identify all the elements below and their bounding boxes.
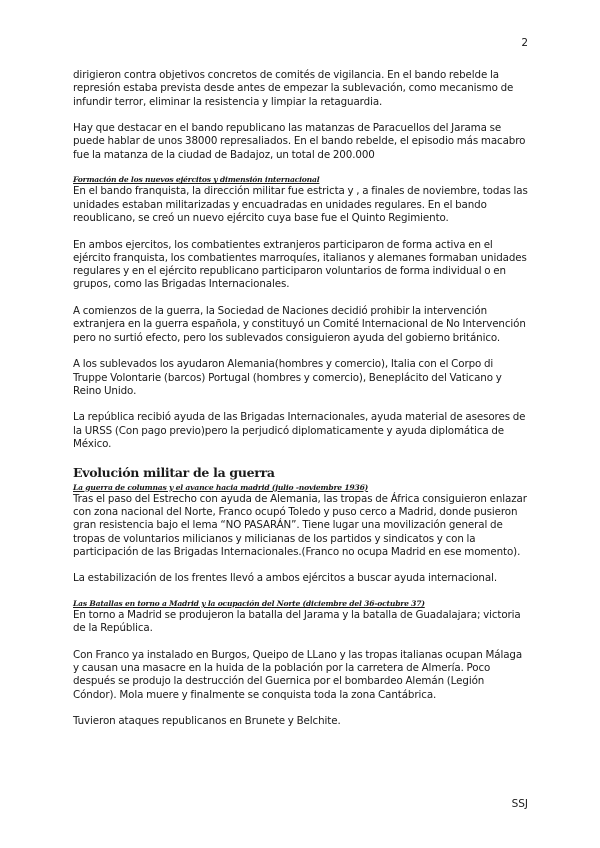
subheading: Las Batallas en torno a Madrid y la ocupación del Norte (diciembre del 36-octubre 37) <box>73 598 425 608</box>
subheading: La guerra de columnas y el avance hacia madrid (julio -noviembre 1936) <box>73 482 369 492</box>
paragraph: Con Franco ya instalado en Burgos, Queipo de LLano y las tropas italianas ocupan Málaga y causan una masacre en la huida de la población por la carretera de Almería. Poco después se produjo la destrucción del Guernica por el bombardeo Alemán (Legión Cóndor). Mola muere y finalmente se conquista toda la zona Cantábrica. <box>73 648 523 701</box>
page-number: 2 <box>521 37 528 49</box>
paragraph: En torno a Madrid se produjeron la batalla del Jarama y la batalla de Guadalajara; victoria de la República. <box>73 608 521 635</box>
paragraph: En ambos ejercitos, los combatientes extranjeros participaron de forma activa en el ejército franquista, los combatientes marroquíes, italianos y alemanes formaban unidades regulares y en el ejército republicano participaron voluntarios de forma individual o en grupos, como las Brigadas Internacionales. <box>73 238 527 291</box>
paragraph: En el bando franquista, la dirección militar fue estricta y , a finales de noviembre, todas las unidades estaban militarizadas y encuadradas en unidades regulares. En el bando reoublicano, se creó un nuevo ejército cuya base fue el Quinto Regimiento. <box>73 185 528 224</box>
paragraph: Tras el paso del Estrecho con ayuda de Alemania, las tropas de África consiguieron enlazar con zona nacional del Norte, Franco ocupó Toledo y puso cerco a Madrid, donde pusieron gran resistencia bajo el lema “NO PASARÁN”. Tiene lugar una movilización general de tropas de voluntarios milicianos y milicianas de los partidos y sindicatos y con la participación de las Brigadas Internacionales.(Franco no ocupa Madrid en ese momento). <box>73 492 527 558</box>
paragraph: Hay que destacar en el bando republicano las matanzas de Paracuellos del Jarama se puede hablar de unos 38000 represaliados. En el bando rebelde, el episodio más macabro fue la matanza de la ciudad de Badajoz, un total de 200.000 <box>73 122 526 161</box>
footer-initials: SSJ <box>511 798 528 810</box>
paragraph: La república recibió ayuda de las Brigadas Internacionales, ayuda material de asesores de la URSS (Con pago previo)pero la perjudicó diplomaticamente y ayuda diplomática de México. <box>73 411 526 451</box>
document-body <box>73 69 528 729</box>
paragraph: La estabilización de los frentes llevó a ambos ejércitos a buscar ayuda internacional. <box>73 572 497 585</box>
paragraph: dirigieron contra objetivos concretos de comités de vigilancia. En el bando rebelde la represión estaba prevista desde antes de empezar la sublevación, como mecanismo de infundir terror, eliminar la resistencia y limpiar la retaguardia. <box>73 69 514 108</box>
paragraph: Tuvieron ataques republicanos en Brunete y Belchite. <box>73 715 341 728</box>
subheading: Formación de los nuevos ejércitos y dimensión internacional <box>73 175 320 185</box>
section-title: Evolución militar de la guerra <box>73 464 275 480</box>
paragraph: A los sublevados los ayudaron Alemania(hombres y comercio), Italia con el Corpo di Truppe Volontarie (barcos) Portugal (hombres y comercio), Beneplácito del Vaticano y Reino Unido. <box>73 358 502 397</box>
paragraph: A comienzos de la guerra, la Sociedad de Naciones decidió prohibir la intervención extranjera en la guerra española, y constituyó un Comité Internacional de No Intervención pero no surtió efecto, pero los sublevados consiguieron ayuda del gobierno británico. <box>73 305 526 344</box>
